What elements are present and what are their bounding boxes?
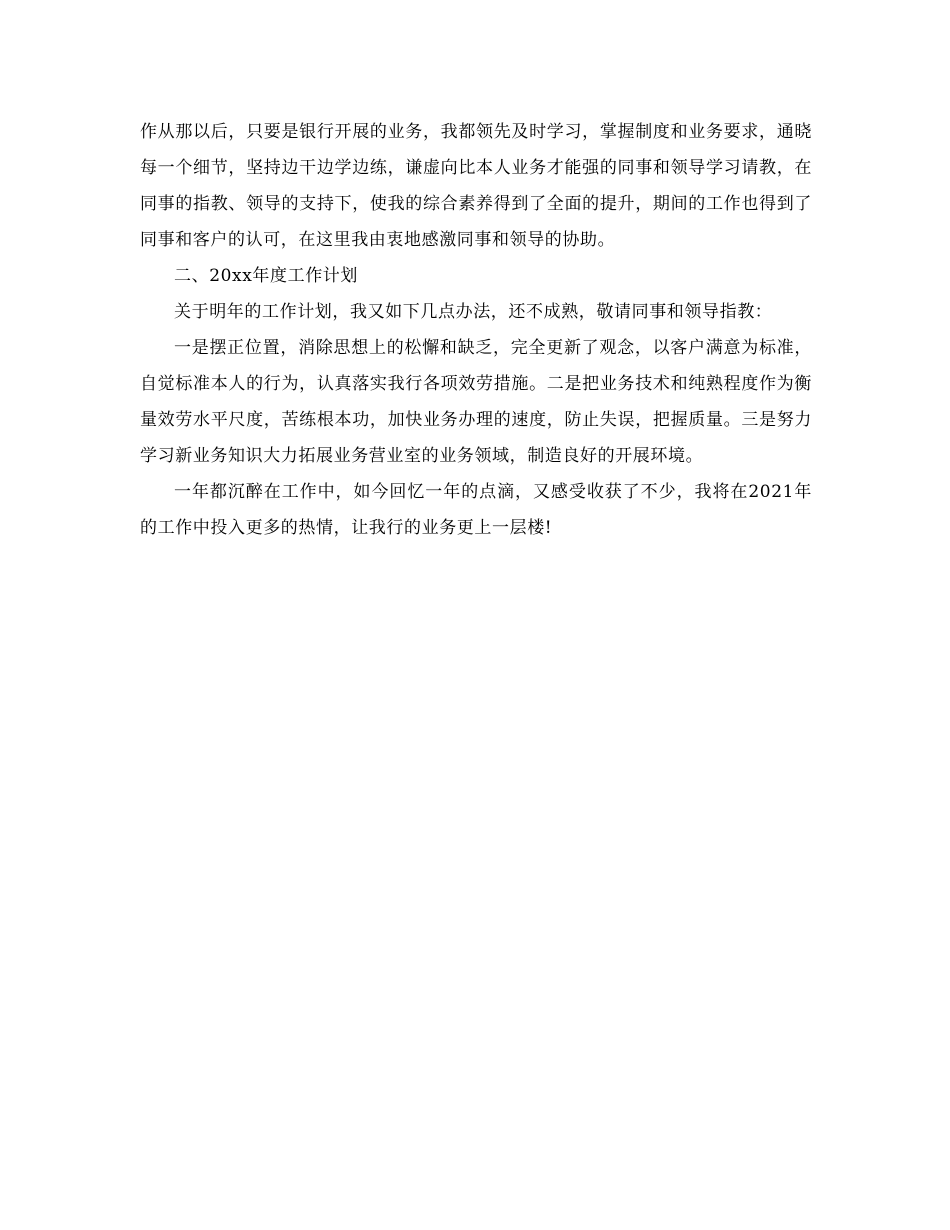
section-heading: 二、20xx年度工作计划 [174,266,359,286]
paragraph-plan-intro: 关于明年的工作计划，我又如下几点办法，还不成熟，敬请同事和领导指教： [174,302,773,322]
paragraph-continuation: 作从那以后，只要是银行开展的业务，我都领先及时学习，掌握制度和业务要求，通晓每一个细节，坚持边干边学边练，谦虚向比本人业务才能强的同事和领导学习请教，在同事的指教、领导的支持下，使我的综合素养得到了全面的提升，期间的工作也得到了同事和客户的认可，在这里我由衷地感激同事和领导的协助。 [140,122,812,250]
document-body [140,114,812,546]
paragraph-plan-details: 一是摆正位置，消除思想上的松懈和缺乏，完全更新了观念，以客户满意为标准，自觉标准本人的行为，认真落实我行各项效劳措施。二是把业务技术和纯熟程度作为衡量效劳水平尺度，苦练根本功，加快业务办理的速度，防止失误，把握质量。三是努力学习新业务知识大力拓展业务营业室的业务领域，制造良好的开展环境。 [140,338,812,466]
paragraph-conclusion: 一年都沉醉在工作中，如今回忆一年的点滴，又感受收获了不少，我将在2021年的工作中投入更多的热情，让我行的业务更上一层楼! [140,482,812,538]
